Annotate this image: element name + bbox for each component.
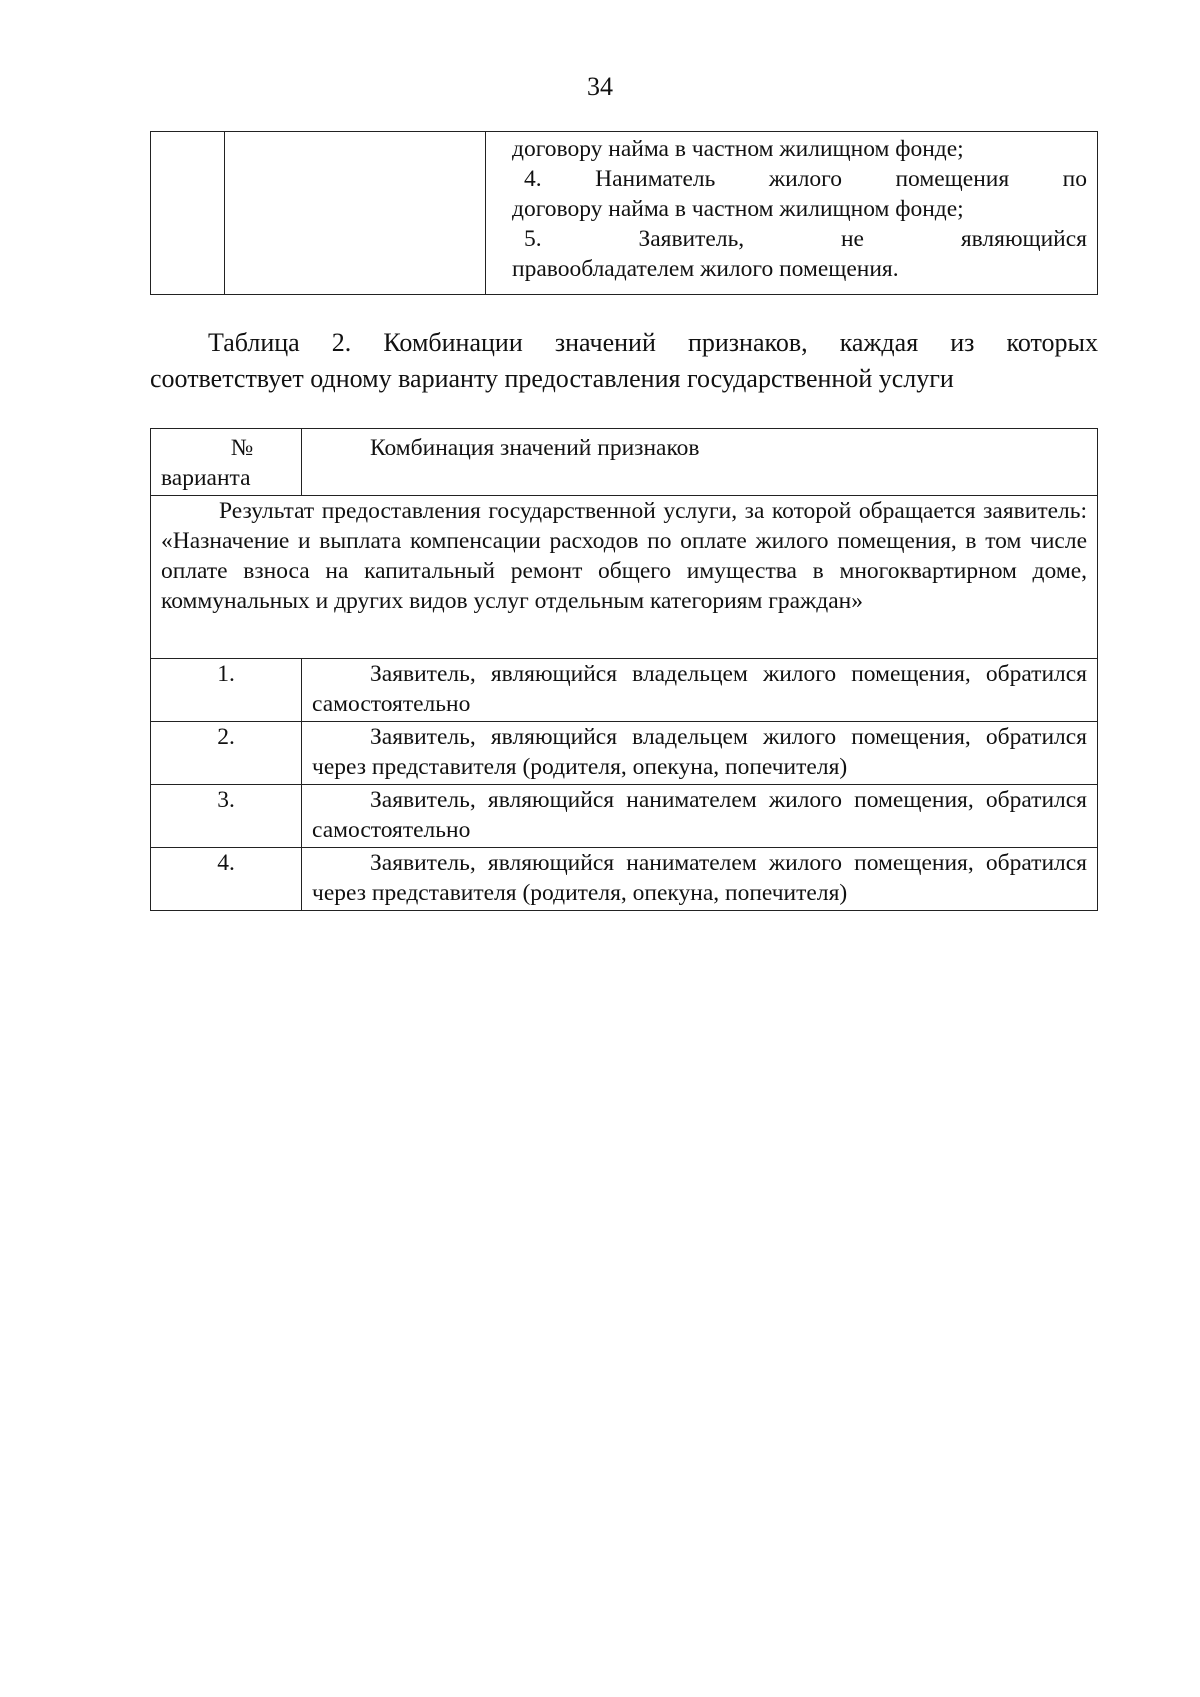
item-4-line-2: договору найма в частном жилищном фонде;: [512, 196, 964, 222]
table-row: [151, 785, 1098, 848]
item-5-line-1: 5. Заявитель, не являющийся: [524, 226, 1087, 252]
table-result-row: [151, 496, 1098, 659]
table-2: [150, 428, 1098, 911]
table-row: [151, 848, 1098, 911]
caption-line-1: Таблица 2. Комбинации значений признаков, каждая из которых: [208, 328, 1098, 357]
number-sign: №: [230, 435, 254, 461]
item-4-line-1: 4. Наниматель жилого помещения по: [524, 166, 1087, 192]
result-description: [151, 496, 1098, 659]
table-2-caption: [150, 325, 1098, 397]
page-number: 34: [587, 72, 613, 101]
table-cell-empty: [151, 132, 225, 295]
variant-text-4: [302, 848, 1098, 911]
variant-text-3: [302, 785, 1098, 848]
result-text: Результат предоставления государственной услуги, за которой обращается заявитель: «Назначение и выплата компенсации расходов по оплате жилого помещения, в том числе оплате взноса на капитальный ремонт общего имущества в многоквартирном доме, коммунальных и других видов услуг отдельным категориям граждан»: [161, 498, 1087, 614]
header-variant-word: варианта: [161, 465, 251, 491]
variant-text: Заявитель, являющийся владельцем жилого помещения, обратился через представителя (родителя, опекуна, попечителя): [312, 724, 1087, 780]
header-combination: Комбинация значений признаков: [302, 429, 1098, 496]
table-header-row: [151, 429, 1098, 496]
item-5-line-2: правообладателем жилого помещения.: [512, 256, 899, 282]
table-1-continuation: [150, 131, 1098, 295]
table-row: [151, 659, 1098, 722]
item-3-tail: договору найма в частном жилищном фонде;: [512, 136, 964, 162]
table-row: [151, 722, 1098, 785]
variant-number-1: 1.: [151, 659, 302, 722]
variant-text: Заявитель, являющийся нанимателем жилого помещения, обратился через представителя (родителя, опекуна, попечителя): [312, 850, 1087, 906]
table-cell-items: [486, 132, 1098, 295]
table-row: [151, 132, 1098, 295]
caption-line-2: соответствует одному варианту предоставления государственной услуги: [150, 364, 954, 393]
variant-number-3: 3.: [151, 785, 302, 848]
variant-number-2: 2.: [151, 722, 302, 785]
table-cell-empty: [225, 132, 486, 295]
variant-text-2: [302, 722, 1098, 785]
variant-number-4: 4.: [151, 848, 302, 911]
variant-text: Заявитель, являющийся владельцем жилого помещения, обратился самостоятельно: [312, 661, 1087, 717]
variant-text-1: [302, 659, 1098, 722]
variant-text: Заявитель, являющийся нанимателем жилого помещения, обратился самостоятельно: [312, 787, 1087, 843]
header-variant-number: [151, 429, 302, 496]
